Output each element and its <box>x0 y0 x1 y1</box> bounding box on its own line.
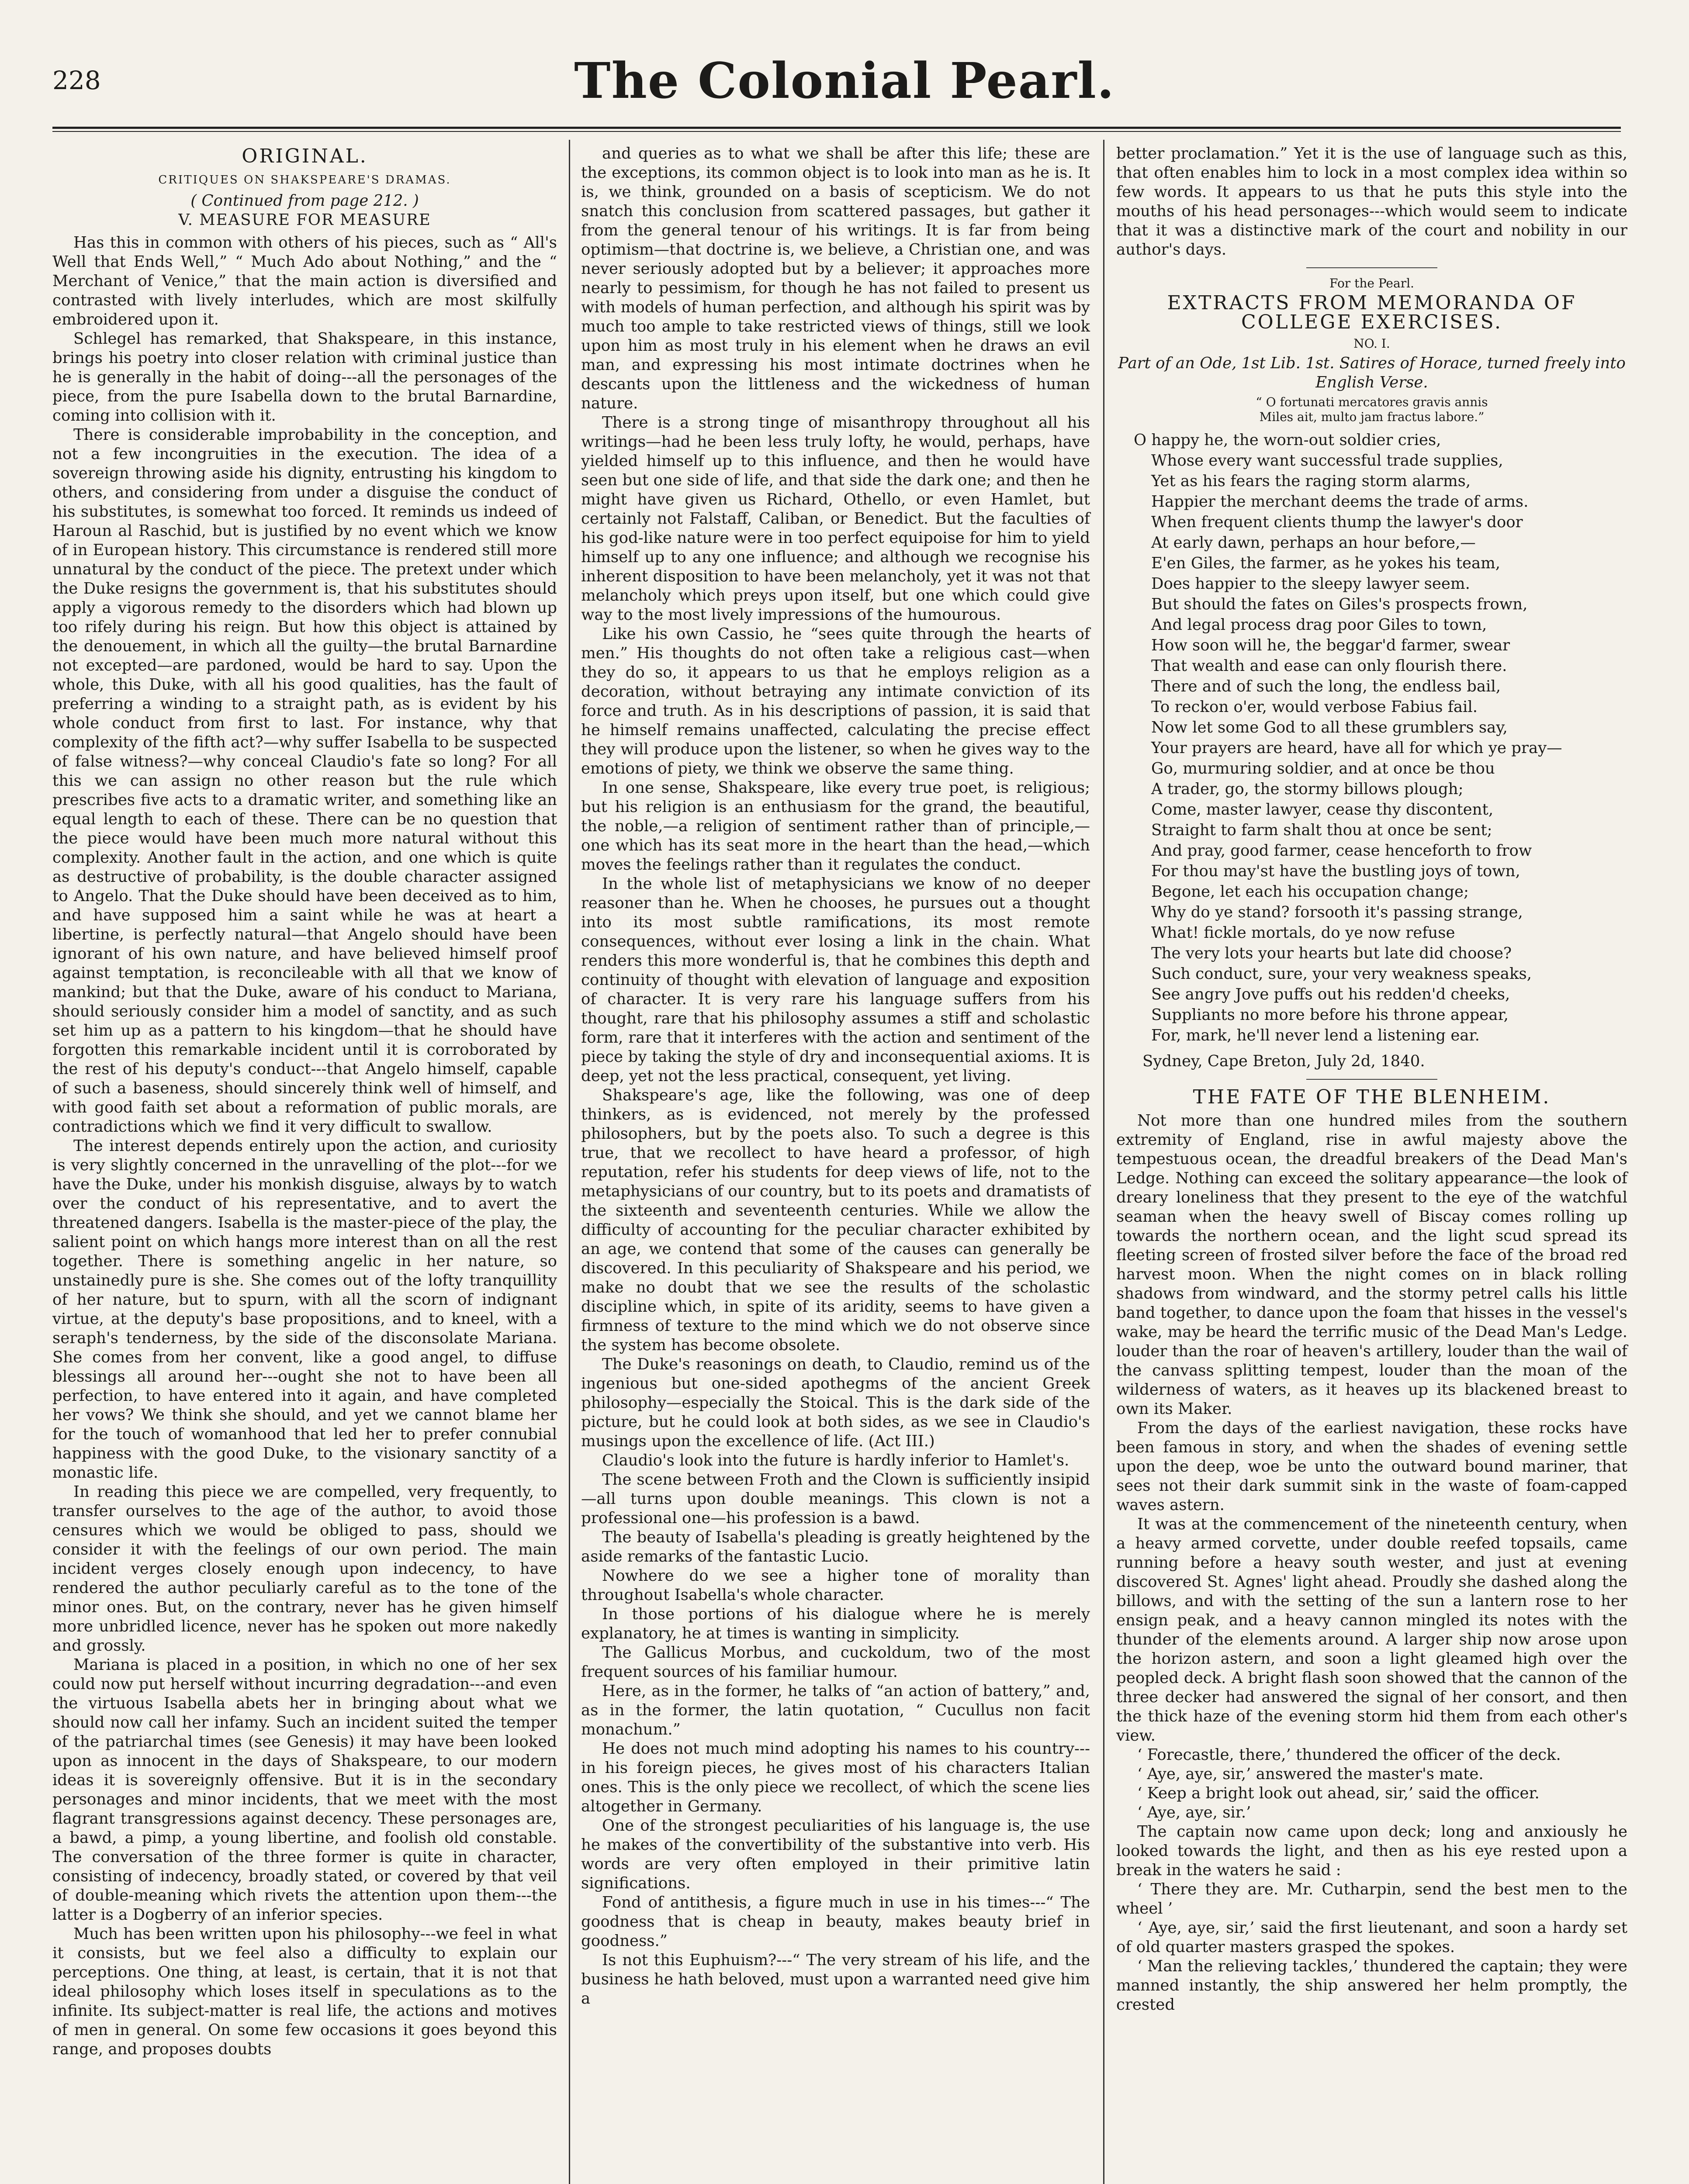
paragraph: Here, as in the former, he talks of “an action of battery,” and, as in the former, the latin quotation, “ Cucullus non facit monachum.” <box>581 1682 1090 1738</box>
poem-line: But should the fates on Giles's prospects frown, <box>1151 595 1528 613</box>
poem-line: Does happier to the sleepy lawyer seem. <box>1151 575 1470 593</box>
poem <box>1116 430 1627 1046</box>
paragraph: Shakspeare's age, like the following, was one of deep thinkers, as is evidenced, not merely by the professed philosophers, but by the poets also. To such a degree is this true, that we recollect to have heard a professor, of high reputation, refer his students for deep views of life, not to the metaphysicians of our country, but to its poets and dramatists of the sixteenth and seventeenth centuries. While we allow the difficulty of accounting for the peculiar character exhibited by an age, we contend that some of the causes can generally be discovered. In this peculiarity of Shakspeare and his period, we make no doubt that we see the results of the scholastic discipline which, in spite of its aridity, seems to have given a firmness of texture to the mind which we do not observe since the system has become obsolete. <box>581 1086 1090 1354</box>
paragraph: The beauty of Isabella's pleading is greatly heightened by the aside remarks of the fantastic Lucio. <box>581 1528 1090 1565</box>
masthead-rule <box>52 127 1621 129</box>
page-number: 228 <box>52 66 101 95</box>
poem-line: E'en Giles, the farmer, as he yokes his team, <box>1151 554 1501 572</box>
article-subtitle: V. MEASURE FOR MEASURE <box>178 211 431 229</box>
paragraph: ‘ There they are. Mr. Cutharpin, send the best men to the wheel ’ <box>1116 1880 1627 1918</box>
extracts-number: NO. I. <box>1353 336 1390 351</box>
masthead-rule-thin <box>52 131 1621 132</box>
paragraph: In the whole list of metaphysicians we know of no deeper reasoner than he. When he chooses, he pursues out a thought into its most subtle ramifications, its most remote consequences, without ever losing a link in the chain. What renders this more wonderful is, that he combines this depth and continuity of thought with elevation of language and exposition of character. It is very rare his language suffers from his thought, rare that his philosophy assumes a stiff and scholastic form, rare that it interferes with the action and sentiment of the piece by taking the style of dry and inconsequential axioms. It is deep, yet not the less practical, consequent, yet living. <box>581 875 1090 1085</box>
column-3 <box>1116 144 1627 2015</box>
poem-line: At early dawn, perhaps an hour before,— <box>1151 534 1476 552</box>
poem-line: How soon will he, the beggar'd farmer, swear <box>1151 636 1510 654</box>
paragraph: ‘ Forecastle, there,’ thundered the officer of the deck. <box>1137 1746 1561 1764</box>
paragraph: ‘ Keep a bright look out ahead, sir,’ said the officer. <box>1137 1784 1540 1802</box>
separator-rule <box>1306 267 1437 268</box>
poem-line: Come, master lawyer, cease thy discontent, <box>1151 801 1494 819</box>
poem-line: O happy he, the worn-out soldier cries, <box>1134 431 1441 449</box>
paragraph: Fond of antithesis, a figure much in use in his times---“ The goodness that is cheap in beauty, makes beauty brief in goodness.” <box>581 1894 1090 1950</box>
for-the-pearl: For the Pearl. <box>1329 276 1414 290</box>
section-heading: ORIGINAL. <box>242 145 368 167</box>
paragraph: There is considerable improbability in the conception, and not a few incongruities in the execution. The idea of a sovereign throwing aside his dignity, entrusting his kingdom to others, and considering from under a disguise the conduct of his substitutes, is somewhat too forced. It reminds us indeed of Haroun al Raschid, but is justified by no event which we know of in European history. This circumstance is rendered still more unnatural by the conduct of the piece. The pretext under which the Duke resigns the government is, that his substitutes should apply a vigorous remedy to the disorders which had blown up too rifely during his reign. But how this object is attained by the denouement, in which all the guilty—the brutal Barnardine not excepted—are pardoned, would be hard to say. Upon the whole, this Duke, with all his good qualities, has the fault of preferring a winding to a straight path, as is evident by his whole conduct from first to last. For instance, why that complexity of the fifth act?—why suffer Isabella to be suspected of false witness?—why conceal Claudio's fate so long? For all this we can assign no other reason but the rule which prescribes five acts to a dramatic writer, and something like an equal length to each of these. There can be no question that the piece would have been much more natural without this complexity. Another fault in the action, and one which is quite as destructive of probability, is the double character assigned to Angelo. That the Duke should have been deceived as to him, and have supposed him a saint while he was at heart a libertine, is perfectly natural—that Angelo should have been ignorant of his own nature, and have believed himself proof against temptation, is reconcileable with all that we know of mankind; but that the Duke, aware of his conduct to Mariana, should seriously consider him a model of sanctity, and as such set him up as a pattern to his kingdom—that he should have forgotten this remarkable incident until it is corroborated by the rest of his deputy's conduct---that Angelo himself, capable of such a baseness, should sincerely think well of himself, and with good faith set about a reformation of public morals, are contradictions which we find it very difficult to swallow. <box>52 426 557 1136</box>
poem-line: To reckon o'er, would verbose Fabius fail. <box>1151 698 1478 716</box>
paragraph: It was at the commencement of the nineteenth century, when a heavy armed corvette, under double reefed topsails, came running before a heavy south wester, and just at evening discovered St. Agnes' light ahead. Proudly she dashed along the billows, and with the setting of the sun a lantern rose to her ensign peak, and a heavy cannon mingled its notes with the thunder of the elements around. A larger ship now arose upon the horizon astern, and soon a light gleamed high over the peopled deck. A bright flash soon showed that the cannon of the three decker had answered the signal of her consort, and then the thick haze of the evening storm hid them from each other's view. <box>1116 1515 1627 1745</box>
column-1 <box>52 144 557 2059</box>
poem-line: Happier the merchant deems the trade of arms. <box>1151 493 1529 511</box>
dateline: Sydney, Cape Breton, July 2d, 1840. <box>1142 1052 1425 1070</box>
paragraph: The Duke's reasonings on death, to Claudio, remind us of the ingenious but one-sided apothegms of the ancient Greek philosophy—especially the Stoical. This is the dark side of the picture, but he could look at both sides, as we see in Claudio's musings upon the excellence of life. (Act III.) <box>581 1355 1090 1450</box>
paragraph: and queries as to what we shall be after this life; these are the exceptions, its common object is to look into man as he is. It is, we think, grounded on a basis of scepticism. We do not snatch this conclusion from scattered passages, but gather it from the general tenour of his writings. It is far from being optimism—that doctrine is, we believe, a Christian one, and was never seriously adopted but by a believer; it approaches more nearly to pessimism, for though he has not failed to present us with models of human perfection, and although his spirit was by much too ample to take restricted views of things, still we look upon him as most truly in his element when he draws an evil man, and expressing his most intimate doctrines when he descants upon the littleness and the wickedness of human nature. <box>581 145 1090 412</box>
paragraph: The scene between Froth and the Clown is sufficiently insipid—all turns upon double meanings. This clown is not a professional one—his profession is a bawd. <box>581 1471 1090 1527</box>
poem-line: Suppliants no more before his throne appear, <box>1151 1006 1509 1024</box>
poem-line: What! fickle mortals, do ye now refuse <box>1151 924 1455 942</box>
paragraph: In those portions of his dialogue where he is merely explanatory, he at times is wanting in simplicity. <box>581 1605 1090 1642</box>
latin-epigraph-2: Miles ait, multo jam fractus labore.” <box>1259 410 1485 424</box>
poem-line: There and of such the long, the endless bail, <box>1151 677 1501 695</box>
paragraph: Schlegel has remarked, that Shakspeare, in this instance, brings his poetry into closer relation with criminal justice than he is generally in the habit of doing---all the personages of the piece, from the pure Isabella down to the brutal Barnardine, coming into collision with it. <box>52 330 557 425</box>
poem-line: Your prayers are heard, have all for which ye pray— <box>1151 739 1562 757</box>
paragraph: ‘ Aye, aye, sir,’ answered the master's mate. <box>1137 1765 1484 1783</box>
blenheim-heading: THE FATE OF THE BLENHEIM. <box>1193 1086 1551 1108</box>
poem-line: And legal process drag poor Giles to town, <box>1151 616 1487 634</box>
paragraph: Not more than one hundred miles from the southern extremity of England, rise in awful majesty above the tempestuous ocean, the dreadful breakers of the Dead Man's Ledge. Nothing can exceed the solitary appearance—the look of dreary loneliness that they present to the eye of the watchful seaman when the heavy swell of Biscay comes rolling up towards the northern ocean, and the light scud spread its fleeting screen of frosted silver before the face of the broad red harvest moon. When the night comes on in black rolling shadows from windward, and the stormy petrel calls his little band together, to dance upon the foam that hisses in the vessel's wake, may be heard the terrific music of the Dead Man's Ledge. louder than the roar of heaven's artillery, louder than the wail of the canvass splitting tempest, louder than the moan of the wilderness of waters, as it heaves up its blackened breast to own its Maker. <box>1116 1112 1627 1418</box>
paragraph: From the days of the earliest navigation, these rocks have been famous in story, and when the shades of evening settle upon the deep, woe be unto the outward bound mariner, that sees not their dark summit sink in the waste of foam-capped waves astern. <box>1116 1419 1627 1514</box>
masthead: The Colonial Pearl. <box>574 52 1115 110</box>
poem-line: Go, murmuring soldier, and at once be thou <box>1151 760 1495 778</box>
extracts-heading: EXTRACTS FROM MEMORANDA OF COLLEGE EXERCISES. <box>1167 292 1577 333</box>
poem-line: Why do ye stand? forsooth it's passing strange, <box>1151 903 1523 921</box>
paragraph: better proclamation.” Yet it is the use of language such as this, that often enables him to lock in a most complex idea within so few words. It appears to us that he puts this style into the mouths of his head personages---which would seem to indicate that it was a distinctive mark of the court and nobility in our author's days. <box>1116 145 1627 259</box>
poem-line: The very lots your hearts but late did choose? <box>1151 944 1512 962</box>
paragraph: Like his own Cassio, he “sees quite through the hearts of men.” His thoughts do not often take a religious cast—when they do so, it appears to us that he employs religion as a decoration, without betraying any intimate conviction of its force and truth. As in his descriptions of passion, it is said that he himself remains unaffected, calculating the precise effect they will produce upon the listener, so when he gives way to the emotions of piety, we think we observe the same thing. <box>581 625 1090 778</box>
latin-epigraph-1: “ O fortunati mercatores gravis annis <box>1256 395 1488 409</box>
paragraph: In one sense, Shakspeare, like every true poet, is religious; but his religion is an enthusiasm for the grand, the beautiful, the noble,—a religion of sentiment rather than of principle,—one which has its seat more in the heart than the head,—which moves the feelings rather than it regulates the conduct. <box>581 779 1090 874</box>
paragraph: Has this in common with others of his pieces, such as “ All's Well that Ends Well,” “ Much Ado about Nothing,” and the “ Merchant of Venice,” that the main action is diversified and contrasted with lively interludes, which are most skilfully embroidered upon it. <box>52 234 557 328</box>
poem-line: When frequent clients thump the lawyer's door <box>1151 513 1523 531</box>
paragraph: Is not this Euphuism?---“ The very stream of his life, and the business he hath beloved, must upon a warranted need give him a <box>581 1951 1090 2008</box>
continued-note: ( Continued from page 212. ) <box>190 192 419 210</box>
paragraph: He does not much mind adopting his names to his country---in his foreign pieces, he gives most of his characters Italian ones. This is the only piece we recollect, of which the scene lies altogether in Germany. <box>581 1740 1090 1815</box>
column-divider <box>1103 140 1104 2184</box>
paragraph: The interest depends entirely upon the action, and curiosity is very slightly concerned in the unravelling of the plot---for we have the Duke, under his monkish disguise, always by to watch over the conduct of his representative, and to avert the threatened dangers. Isabella is the master-piece of the play, the salient point on which hangs more interest than on all the rest together. There is something angelic in her nature, so unstainedly pure is she. She comes out of the lofty tranquillity of her nature, but to spurn, with all the scorn of indignant virtue, at the deputy's base propositions, and to kneel, with a seraph's tenderness, by the side of the disconsolate Mariana. She comes from her convent, like a good angel, to diffuse blessings all around her---ought she not to have been all perfection, to have entered into it again, and have completed her vows? We think she should, and yet we cannot blame her for the touch of womanhood that led her to prefer connubial happiness with the good Duke, to the visionary sanctity of a monastic life. <box>52 1137 557 1482</box>
poem-line: Whose every want successful trade supplies, <box>1151 452 1503 470</box>
paragraph: Mariana is placed in a position, in which no one of her sex could now put herself without incurring degradation---and even the virtuous Isabella abets her in bringing about what we should now call her infamy. Such an incident suited the temper of the patriarchal times (see Genesis) it may have been looked upon as innocent in the days of Shakspeare, to our modern ideas it is sovereignly offensive. But it is in the secondary personages and minor incidents, that we meet with the most flagrant transgressions against decency. These personages are, a bawd, a pimp, a young libertine, and foolish old constable. The conversation of the three former is quite in character, consisting of indecency, broadly stated, or covered by that veil of double-meaning which rivets the attention upon them---the latter is a Dogberry of an inferior species. <box>52 1656 557 1924</box>
paragraph: The captain now came upon deck; long and anxiously he looked towards the light, and then as his eye rested upon a break in the waters he said : <box>1116 1823 1627 1879</box>
paragraph: ‘ Aye, aye, sir,’ said the first lieutenant, and soon a hardy set of old quarter masters grasped the spokes. <box>1116 1919 1627 1956</box>
poem-line: Straight to farm shalt thou at once be sent; <box>1151 821 1492 839</box>
paragraph: In reading this piece we are compelled, very frequently, to transfer ourselves to the age of the author, to avoid those censures which we would be obliged to pass, should we consider it with the feelings of our own period. The main incident verges closely enough upon indecency, to have rendered the author peculiarly careful as to the tone of the minor ones. But, on the contrary, never has he given himself more unbridled licence, never has he spoken out more nakedly and grossly. <box>52 1483 557 1655</box>
paragraph: One of the strongest peculiarities of his language is, the use he makes of the convertibility of the substantive into verb. His words are very often employed in their primitive latin significations. <box>581 1817 1090 1892</box>
extracts-subtitle: Part of an Ode, 1st Lib. 1st. Satires of Horace, turned freely into English Verse. <box>1118 354 1626 391</box>
poem-line: And pray, good farmer, cease henceforth to frow <box>1151 842 1532 860</box>
separator-rule <box>1306 1079 1437 1080</box>
paragraph: Claudio's look into the future is hardly inferior to Hamlet's. <box>602 1451 1069 1469</box>
paragraph: There is a strong tinge of misanthropy throughout all his writings—had he been less truly lofty, he would, perhaps, have yielded himself up to this influence, and then he would have seen but one side of life, and that side the dark one; and then he might have given us Richard, Othello, or even Hamlet, but certainly not Falstaff, Caliban, or Benedict. But the faculties of his god-like nature were in too perfect equipoise for him to yield himself up to any one influence; and although we recognise his inherent disposition to have been melancholy, yet it was not that melancholy which preys upon itself, but one which could give way to the most lively impressions of the humourous. <box>581 414 1090 624</box>
poem-line: Such conduct, sure, your very weakness speaks, <box>1151 965 1532 983</box>
poem-line: For, mark, he'll never lend a listening ear. <box>1151 1026 1480 1044</box>
poem-line: That wealth and ease can only flourish there. <box>1151 657 1507 675</box>
poem-line: A trader, go, the stormy billows plough; <box>1151 780 1464 798</box>
article-kicker: CRITIQUES ON SHAKSPEARE'S DRAMAS. <box>158 173 451 187</box>
poem-line: Now let some God to all these grumblers say, <box>1151 719 1508 736</box>
poem-line: Yet as his fears the raging storm alarms, <box>1151 472 1471 490</box>
poem-line: For thou may'st have the bustling joys of town, <box>1151 862 1520 880</box>
paragraph: Nowhere do we see a higher tone of morality than throughout Isabella's whole character. <box>581 1567 1090 1604</box>
column-2 <box>581 144 1090 2008</box>
paragraph: ‘ Aye, aye, sir.’ <box>1137 1804 1251 1821</box>
poem-line: Begone, let each his occupation change; <box>1151 883 1469 901</box>
paragraph: The Gallicus Morbus, and cuckoldum, two of the most frequent sources of his familiar humour. <box>581 1644 1090 1681</box>
poem-line: See angry Jove puffs out his redden'd cheeks, <box>1151 985 1510 1003</box>
column-divider <box>569 140 570 2184</box>
paragraph: ‘ Man the relieving tackles,’ thundered the captain; they were manned instantly, the ship answered her helm promptly, the crested <box>1116 1957 1627 2014</box>
paragraph: Much has been written upon his philosophy---we feel in what it consists, but we feel also a difficulty to explain our perceptions. One thing, at least, is certain, that it is not that ideal philosophy which loses itself in speculations as to the infinite. Its subject-matter is real life, the actions and motives of men in general. On some few occasions it goes beyond this range, and proposes doubts <box>52 1925 557 2058</box>
